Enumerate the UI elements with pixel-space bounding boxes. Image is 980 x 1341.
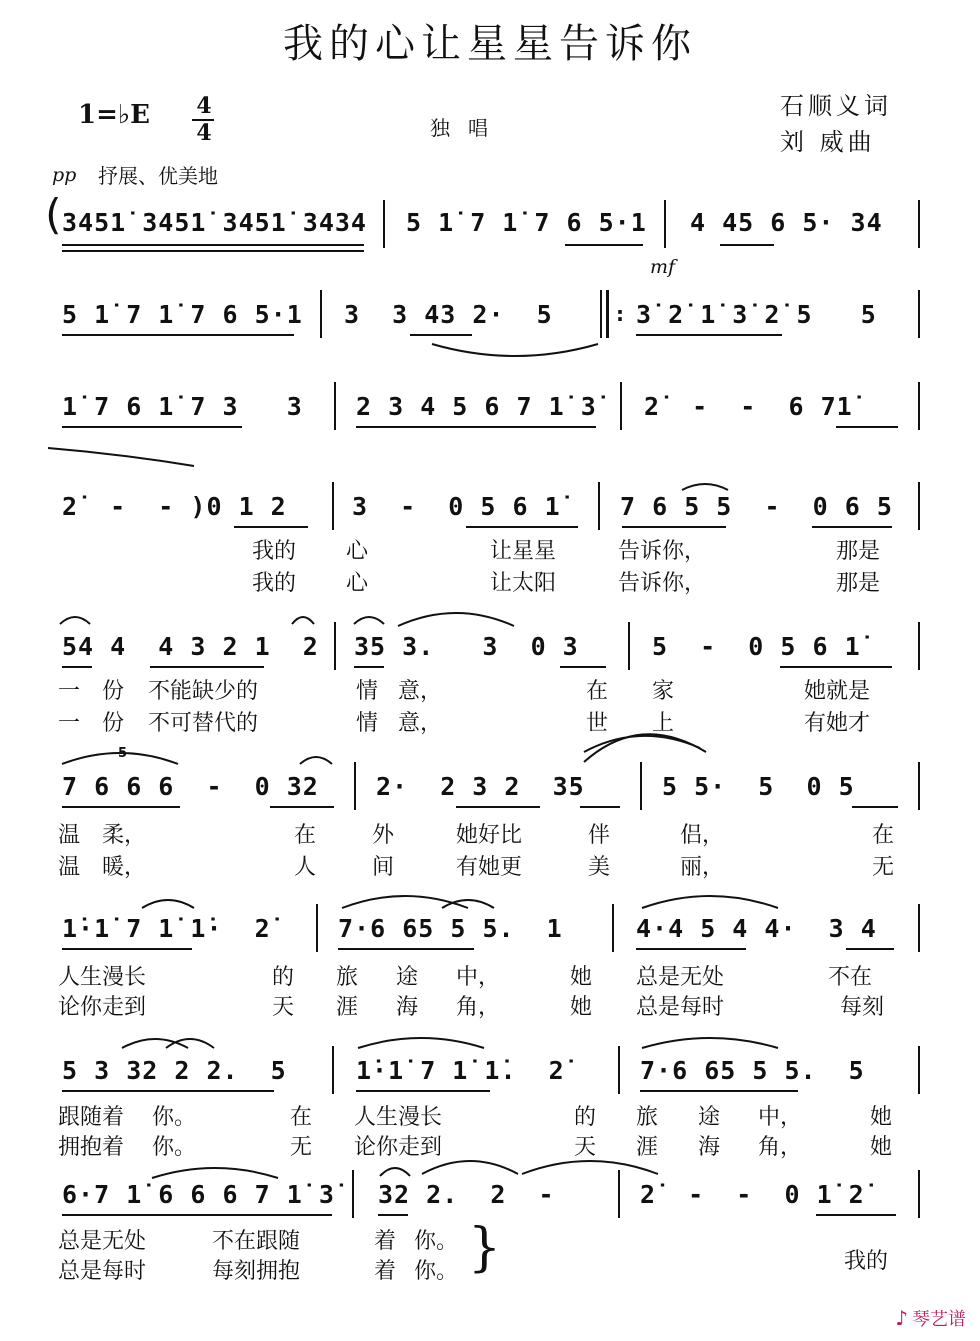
measure-1-2: 5 1̇ 7 1̇ 7 6 5·1 bbox=[406, 208, 647, 237]
lyric: 总是每时 bbox=[636, 995, 725, 1020]
lyric: 途 bbox=[698, 1105, 721, 1130]
underline bbox=[62, 1090, 274, 1092]
slur bbox=[440, 892, 496, 910]
lyric: 份 bbox=[102, 711, 125, 736]
lyric: 情 bbox=[356, 711, 379, 736]
barline bbox=[332, 1046, 334, 1094]
lyric: 有她更 bbox=[456, 855, 523, 880]
lyric: 不可替代的 bbox=[148, 711, 259, 736]
lyric: 柔， bbox=[102, 823, 147, 848]
lyric: 温 bbox=[58, 823, 81, 848]
underline bbox=[62, 244, 364, 246]
measure-7-1: 1̇·1̇ 7 1̇ 1̇· 2̇ bbox=[62, 914, 271, 943]
lyric: 你。 bbox=[152, 1105, 197, 1130]
time-signature-bottom: 4 bbox=[196, 120, 212, 146]
lyricist-credit: 石顺义词 bbox=[780, 92, 892, 120]
slur bbox=[60, 744, 180, 766]
lyric: 她 bbox=[570, 965, 593, 990]
underline bbox=[378, 1214, 408, 1216]
slur bbox=[352, 610, 386, 626]
lyric: 上 bbox=[652, 711, 675, 736]
measure-8-1: 5 3 32 2 2. 5 bbox=[62, 1056, 287, 1085]
lyric: 心 bbox=[346, 571, 369, 596]
lyric: 让太阳 bbox=[490, 571, 557, 596]
underline bbox=[456, 806, 540, 808]
measure-5-1: 54 4 4 3 2 1 2 bbox=[62, 632, 319, 661]
slur bbox=[430, 340, 600, 370]
lyric: 她 bbox=[870, 1135, 893, 1160]
measure-6-1: 7 6 6 6 - 0 32 bbox=[62, 772, 319, 801]
underline bbox=[622, 526, 726, 528]
measure-2-3: 3̇ 2̇ 1̇ 3̇ 2̇ 5 5 bbox=[636, 300, 877, 329]
underline bbox=[270, 806, 334, 808]
lyric: 你。 bbox=[414, 1229, 459, 1254]
barline bbox=[316, 904, 318, 952]
barline bbox=[918, 290, 920, 338]
underline bbox=[62, 426, 242, 428]
lyric: 情 bbox=[356, 679, 379, 704]
lyric: 在 bbox=[290, 1105, 313, 1130]
barline bbox=[918, 762, 920, 810]
lyric: 的 bbox=[272, 965, 295, 990]
lyric: 天 bbox=[574, 1135, 597, 1160]
underline bbox=[780, 666, 892, 668]
barline bbox=[918, 622, 920, 670]
repeat-start-thick bbox=[606, 290, 609, 338]
lyric: 一 bbox=[58, 679, 81, 704]
measure-1-3: 4 45 6 5· 34 bbox=[690, 208, 883, 237]
underline bbox=[338, 948, 474, 950]
measure-8-2: 1̇·1̇ 7 1̇ 1̇. 2̇ bbox=[356, 1056, 565, 1085]
song-title: 我的心让星星告诉你 bbox=[283, 21, 697, 67]
lyric: 人生漫长 bbox=[354, 1105, 443, 1130]
lyric: 总是每时 bbox=[58, 1259, 147, 1284]
underline bbox=[565, 244, 643, 246]
lyric: 每刻 bbox=[840, 995, 885, 1020]
lyric: 的 bbox=[574, 1105, 597, 1130]
lyric: 天 bbox=[272, 995, 295, 1020]
slur bbox=[58, 610, 92, 626]
underline bbox=[62, 806, 180, 808]
lyric: 家 bbox=[652, 679, 675, 704]
underline bbox=[720, 244, 774, 246]
lyric: 在 bbox=[294, 823, 317, 848]
lyric: 人 bbox=[294, 855, 317, 880]
key-signature: 1=♭E bbox=[78, 100, 150, 130]
lyric: 中， bbox=[758, 1105, 803, 1130]
measure-4-3: 7 6 5 5 - 0 6 5 bbox=[620, 492, 893, 521]
measure-2-2: 3 3 43 2· 5 bbox=[344, 300, 553, 329]
lyric: 你。 bbox=[152, 1135, 197, 1160]
underline bbox=[356, 1090, 490, 1092]
measure-9-2: 32 2. 2 - bbox=[378, 1180, 555, 1209]
lyric: 总是无处 bbox=[636, 965, 725, 990]
underline bbox=[636, 948, 746, 950]
measure-3-3: 2̇ - - 6 71̇ bbox=[644, 392, 853, 421]
lyric: 涯 bbox=[336, 995, 359, 1020]
lyric: 拥抱着 bbox=[58, 1135, 125, 1160]
underline bbox=[410, 334, 472, 336]
barline bbox=[620, 382, 622, 430]
tie bbox=[396, 604, 516, 628]
lyric: 旅 bbox=[636, 1105, 659, 1130]
barline bbox=[918, 1170, 920, 1218]
lyric: 份 bbox=[102, 679, 125, 704]
underline bbox=[852, 806, 898, 808]
barline bbox=[332, 482, 334, 530]
lyric: 丽， bbox=[680, 855, 725, 880]
lyric: 不能缺少的 bbox=[148, 679, 259, 704]
music-logo-icon: ♪ bbox=[895, 1306, 908, 1330]
barline bbox=[354, 762, 356, 810]
slur bbox=[164, 1030, 216, 1050]
measure-3-2: 2 3 4 5 6 7 1̇ 3̇ bbox=[356, 392, 597, 421]
measure-5-2: 35 3. 3 0 3 bbox=[354, 632, 579, 661]
barline bbox=[618, 1046, 620, 1094]
measure-6-3: 5 5· 5 0 5 bbox=[662, 772, 855, 801]
lyric: 论你走到 bbox=[58, 995, 147, 1020]
slur bbox=[140, 892, 196, 910]
barline bbox=[918, 904, 920, 952]
barline bbox=[618, 1170, 620, 1218]
measure-8-3: 7·6 65 5 5. 5 bbox=[640, 1056, 865, 1085]
lyric: 在 bbox=[586, 679, 609, 704]
barline bbox=[918, 1046, 920, 1094]
lyric: 心 bbox=[346, 539, 369, 564]
lyric: 人生漫长 bbox=[58, 965, 147, 990]
underline bbox=[62, 1214, 332, 1216]
repeat-dots: : bbox=[616, 302, 624, 326]
slur bbox=[290, 610, 316, 626]
lyric: 无 bbox=[290, 1135, 313, 1160]
measure-7-2: 7·6 65 5 5. 1 bbox=[338, 914, 563, 943]
tie bbox=[420, 1152, 520, 1176]
lyric-brace: } bbox=[468, 1218, 502, 1278]
underline bbox=[62, 666, 92, 668]
underline bbox=[812, 526, 892, 528]
barline bbox=[628, 622, 630, 670]
underline bbox=[816, 1214, 896, 1216]
underline bbox=[356, 426, 596, 428]
lyric: 告诉你， bbox=[618, 539, 707, 564]
lyric: 着 bbox=[374, 1229, 397, 1254]
lyric: 中， bbox=[456, 965, 501, 990]
barline bbox=[664, 200, 666, 248]
repeat-start-thin bbox=[600, 290, 602, 338]
slur bbox=[378, 1160, 412, 1178]
underline bbox=[234, 526, 308, 528]
measure-4-1: 2̇ - - )0 1 2 bbox=[62, 492, 287, 521]
lyric: 她好比 bbox=[456, 823, 523, 848]
lyric: 我的 bbox=[252, 539, 297, 564]
measure-4-2: 3 - 0 5 6 1̇ bbox=[352, 492, 561, 521]
dynamic-pp: pp bbox=[52, 164, 77, 186]
lyric: 我的 bbox=[844, 1249, 889, 1274]
lyric: 不在 bbox=[828, 965, 873, 990]
lyric: 那是 bbox=[836, 571, 881, 596]
lyric: 间 bbox=[372, 855, 395, 880]
underline bbox=[150, 666, 264, 668]
watermark bbox=[895, 1305, 966, 1331]
lyric: 海 bbox=[698, 1135, 721, 1160]
lyric: 美 bbox=[588, 855, 611, 880]
lyric: 途 bbox=[396, 965, 419, 990]
underline bbox=[636, 334, 782, 336]
slur bbox=[580, 722, 710, 766]
lyric: 每刻拥抱 bbox=[212, 1259, 301, 1284]
barline bbox=[598, 482, 600, 530]
underline bbox=[466, 526, 578, 528]
slur bbox=[150, 1160, 280, 1180]
lyric: 总是无处 bbox=[58, 1229, 147, 1254]
slur bbox=[640, 1030, 780, 1050]
slur bbox=[640, 888, 780, 910]
measure-2-1: 5 1̇ 7 1̇ 7 6 5·1 bbox=[62, 300, 303, 329]
lyric: 涯 bbox=[636, 1135, 659, 1160]
lyric: 外 bbox=[372, 823, 395, 848]
lyric: 在 bbox=[872, 823, 895, 848]
underline bbox=[846, 948, 894, 950]
measure-1-1: 3451̇ 3451̇ 3451̇ 3434 bbox=[62, 208, 367, 237]
barline bbox=[640, 762, 642, 810]
lyric: 跟随着 bbox=[58, 1105, 125, 1130]
lyric: 不在跟随 bbox=[212, 1229, 301, 1254]
barline bbox=[383, 200, 385, 248]
measure-7-3: 4·4 5 4 4· 3 4 bbox=[636, 914, 877, 943]
lyric: 世 bbox=[586, 711, 609, 736]
barline bbox=[334, 382, 336, 430]
underline bbox=[640, 1090, 798, 1092]
slur bbox=[298, 750, 334, 766]
lyric: 告诉你， bbox=[618, 571, 707, 596]
lyric: 角， bbox=[456, 995, 501, 1020]
measure-6-2: 2· 2 3 2 35 bbox=[376, 772, 585, 801]
slur bbox=[356, 1030, 486, 1050]
lyric: 你。 bbox=[414, 1259, 459, 1284]
underline bbox=[560, 666, 606, 668]
measure-9-1: 6·7 1̇ 6 6 6 7 1̇ 3̇ bbox=[62, 1180, 335, 1209]
lyric: 侣， bbox=[680, 823, 725, 848]
measure-9-3: 2̇ - - 0 1̇ 2̇ bbox=[640, 1180, 865, 1209]
paren-open: ( bbox=[40, 190, 67, 239]
lyric: 旅 bbox=[336, 965, 359, 990]
lyric: 一 bbox=[58, 711, 81, 736]
grace-note: 5 bbox=[118, 746, 128, 761]
lyric: 有她才 bbox=[804, 711, 871, 736]
dynamic-mf: mf bbox=[650, 256, 676, 278]
lyric: 意， bbox=[398, 711, 443, 736]
lyric: 论你走到 bbox=[354, 1135, 443, 1160]
measure-5-3: 5 - 0 5 6 1̇ bbox=[652, 632, 861, 661]
lyric: 那是 bbox=[836, 539, 881, 564]
barline bbox=[320, 290, 322, 338]
underline bbox=[836, 426, 898, 428]
underline bbox=[62, 948, 192, 950]
performance-style: 独唱 bbox=[430, 116, 506, 140]
lyric: 暖， bbox=[102, 855, 147, 880]
watermark-label: 琴艺谱 bbox=[912, 1309, 966, 1330]
composer-credit: 刘 威曲 bbox=[780, 128, 876, 156]
lyric: 她就是 bbox=[804, 679, 871, 704]
barline bbox=[918, 200, 920, 248]
lyric: 海 bbox=[396, 995, 419, 1020]
barline bbox=[918, 482, 920, 530]
lyric: 意， bbox=[398, 679, 443, 704]
underline bbox=[62, 250, 364, 252]
barline bbox=[352, 1170, 354, 1218]
tie bbox=[520, 1152, 660, 1176]
lyric: 着 bbox=[374, 1259, 397, 1284]
tie-line bbox=[46, 444, 196, 470]
barline bbox=[918, 382, 920, 430]
barline bbox=[612, 904, 614, 952]
time-signature-top: 4 bbox=[196, 93, 212, 119]
lyric: 我的 bbox=[252, 571, 297, 596]
lyric: 她 bbox=[570, 995, 593, 1020]
underline bbox=[354, 666, 384, 668]
measure-3-1: 1̇ 7 6 1̇ 7 3 3 bbox=[62, 392, 303, 421]
lyric: 让星星 bbox=[490, 539, 557, 564]
lyric: 伴 bbox=[588, 823, 611, 848]
barline bbox=[334, 622, 336, 670]
lyric: 她 bbox=[870, 1105, 893, 1130]
lyric: 温 bbox=[58, 855, 81, 880]
underline bbox=[62, 334, 294, 336]
lyric: 角， bbox=[758, 1135, 803, 1160]
lyric: 无 bbox=[872, 855, 895, 880]
slur bbox=[680, 478, 730, 492]
underline bbox=[580, 806, 620, 808]
expression-marking: 抒展、优美地 bbox=[98, 164, 218, 188]
